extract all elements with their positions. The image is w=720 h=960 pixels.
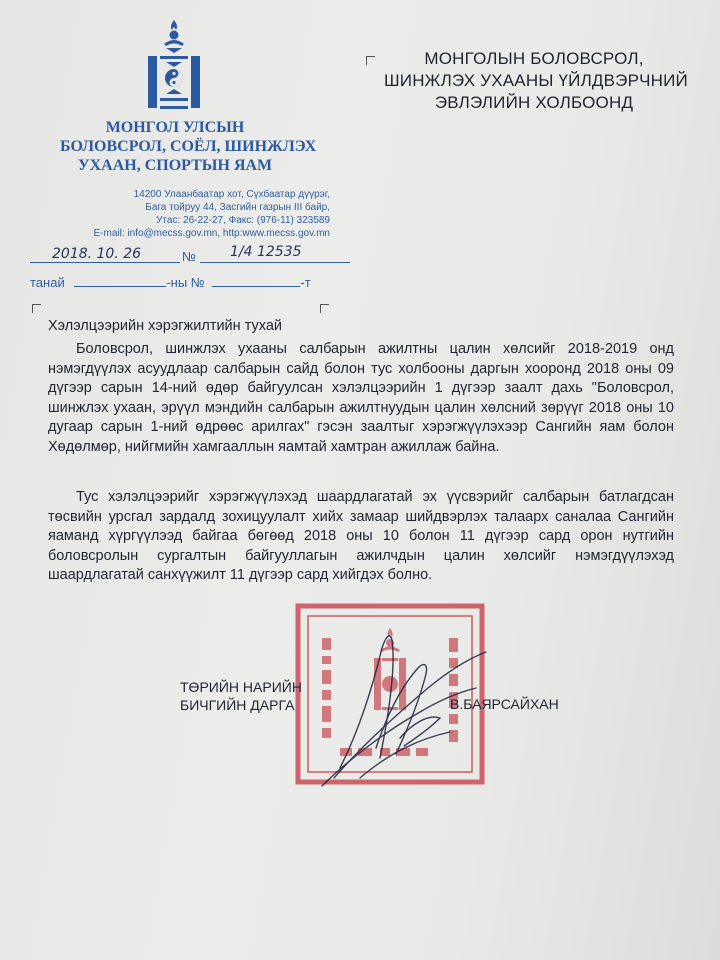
signatory-title-line-1: ТӨРИЙН НАРИЙН <box>180 679 302 695</box>
reference-line <box>30 274 360 290</box>
soyombo-emblem-icon <box>146 18 202 113</box>
recipient-address <box>384 48 688 114</box>
handwritten-signature-icon <box>300 628 490 788</box>
subject-corner-mark-right <box>320 304 329 313</box>
ny-label: -ны № <box>166 275 205 290</box>
address-line-3: Утас: 26-22-27, Факс: (976-11) 323589 <box>156 215 330 226</box>
signatory-title-line-2: БИЧГИЙН ДАРГА <box>180 697 295 713</box>
tanai-label: танай <box>30 275 65 290</box>
recipient-line-2: ШИНЖЛЭХ УХААНЫ ҮЙЛДВЭРЧНИЙ <box>384 71 688 90</box>
t-suffix: -т <box>300 275 311 290</box>
recipient-line-1: МОНГОЛЫН БОЛОВСРОЛ, <box>424 49 644 68</box>
ministry-address <box>40 188 330 240</box>
signatory-name: В.БАЯРСАЙХАН <box>450 696 559 712</box>
signatory-title <box>180 678 302 714</box>
ny-blank <box>212 274 300 287</box>
recipient-line-3: ЭВЛЭЛИЙН ХОЛБООНД <box>434 93 634 112</box>
address-line-4: E-mail: info@mecss.gov.mn, http:www.mecss.gov.mn <box>93 228 330 239</box>
address-line-2: Бага тойруу 44, Засгийн газрын III байр, <box>145 202 330 213</box>
date-number-line <box>30 246 350 268</box>
letter-subject: Хэлэлцээрийн хэрэгжилтийн тухай <box>48 318 282 334</box>
tanai-blank <box>74 274 166 287</box>
letter-date: 2018. 10. 26 <box>52 246 142 262</box>
ministry-line-1: МОНГОЛ УЛСЫН <box>105 119 245 136</box>
subject-corner-mark-left <box>32 304 41 313</box>
ministry-line-2: БОЛОВСРОЛ, СОЁЛ, ШИНЖЛЭХ <box>60 138 317 155</box>
body-paragraph-1: Боловсрол, шинжлэх ухааны салбарын ажилтны цалин хөлсийг 2018-2019 онд нэмэгдүүлэх асуудлаар салбарын сайд болон тус холбооны даргын хооронд 2018 оны 09 дүгээр сарын 14-ний өдөр байгуулсан хэлэлцээрийн 1 дүгээр заалт дахь "Боловсрол, шинжлэх ухаан, эрүүл мэндийн салбарын ажилтнуудын цалин хөлсний зөрүүг 2018 оны 10 дугаар сарын 1-ний өдрөөс арилгах" гэсэн заалтыг хэрэгжүүлэхээр Сангийн яам болон Хөдөлмөр, нийгмийн хамгааллын яамтай хамтран ажиллаж байна. <box>48 341 674 455</box>
ministry-name <box>60 118 317 175</box>
number-symbol: № <box>182 249 196 264</box>
ministry-line-3: УХААН, СПОРТЫН ЯАМ <box>77 157 273 174</box>
address-line-1: 14200 Улаанбаатар хот, Сүхбаатар дүүрэг, <box>133 189 330 200</box>
body-paragraph-2: Тус хэлэлцээрийг хэрэгжүүлэхэд шаардлагатай эх үүсвэрийг салбарын батлагдсан төсвийн урсгал зардалд зохицуулалт хийх замаар шийдвэрлэх талаарх саналаа Сангийн яаманд хүргүүлээд байгаа бөгөөд 2018 оны 10 болон 11 дүгээр сард орон нутгийн боловсролын сургалтын байгууллагын ажилчдын цалин хөлсийг нэмэгдүүлэхэд шаардлагатай санхүүжилт 11 дүгээр сард хийгдэх болно. <box>48 489 674 584</box>
letter-number: 1/4 12535 <box>230 244 302 260</box>
recipient-corner-mark <box>366 56 375 65</box>
